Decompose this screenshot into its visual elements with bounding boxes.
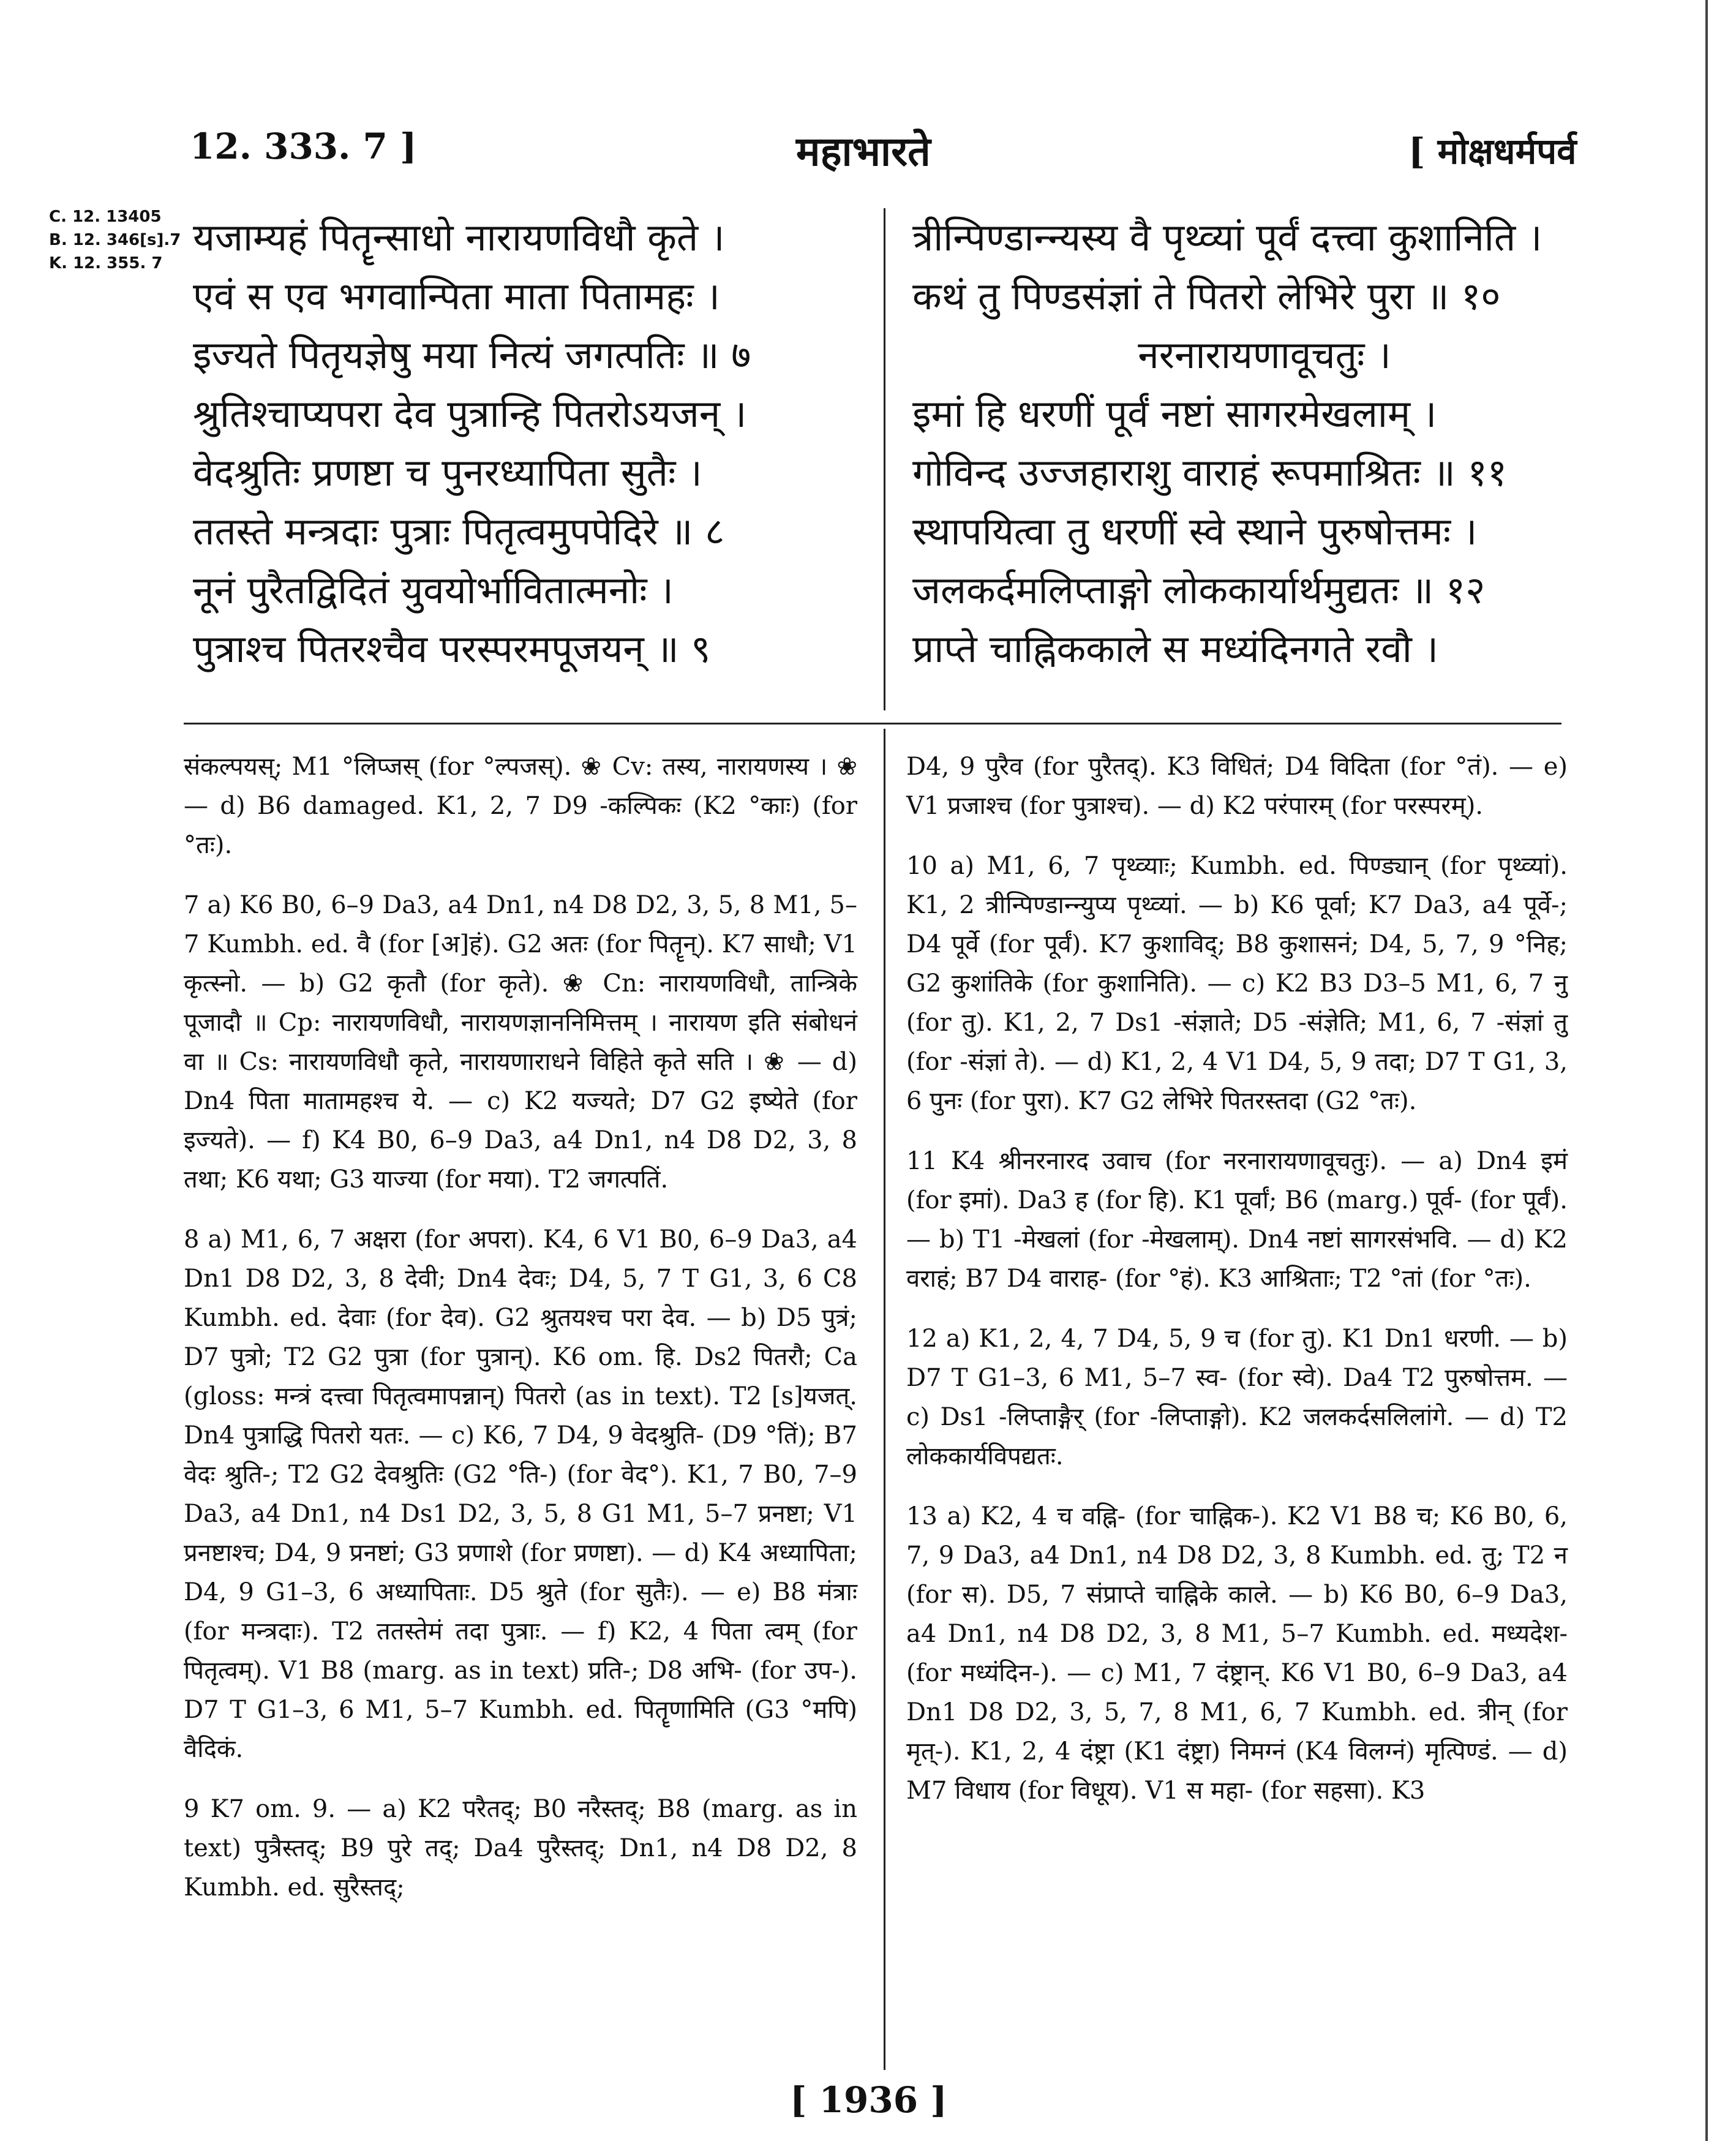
apparatus-note: 8 a) M1, 6, 7 अक्षरा (for अपरा). K4, 6 V1 B0, 6–9 Da3, a4 Dn1 D8 D2, 3, 8 देवी; Dn4 देवः; D4, 5, 7 T G1, 3, 6 C8 Kumbh. ed. देवाः (for देव). G2 श्रुतयश्च परा देव. — b) D5 पुत्रं; D7 पुत्रो; T2 G2 पुत्रा (for पुत्रान्). K6 om. हि. Ds2 पितरौ; Ca (gloss: मन्त्रं दत्त्वा पितृत्वमापन्नान्) पितरो (as in text). T2 [s]यजत्. Dn4 पुत्राद्धि पितरो यतः. — c) K6, 7 D4, 9 वेदश्रुति- (D9 °तिं); B7 वेदः श्रुति-; T2 G2 देवश्रुतिः (G2 °ति-) (for वेद°). K1, 7 B0, 7–9 Da3, a4 Dn1, n4 Ds1 D2, 3, 5, 8 G1 M1, 5–7 प्रनष्टा; V1 प्रनष्टाश्च; D4, 9 प्रनष्टां; G3 प्रणाशे (for प्रणष्टा). — d) K4 अध्यापिता; D4, 9 G1–3, 6 अध्यापिताः. D5 श्रुते (for सुतैः). — e) B8 मंत्राः (for मन्त्रदाः). T2 ततस्तेमं तदा पुत्राः. — f) K2, 4 पिता त्वम् (for पितृत्वम्). V1 B8 (marg. as in text) प्रति-; D8 अभि- (for उप-). D7 T G1–3, 6 M1, 5–7 Kumbh. ed. पितॄणामिति (G3 °मपि) वैदिकं.: [184, 1225, 857, 1763]
verse-column-left: [193, 208, 866, 679]
apparatus-note: D4, 9 पुरैव (for पुरैतद्). K3 विधितं; D4 विदिता (for °तं). — e) V1 प्रजाश्च (for पुत्राश्च). — d) K2 परंपारम् (for परस्परम्).: [906, 753, 1568, 820]
verse-line: जलकर्दमलिप्ताङ्गो लोककार्यार्थमुद्यतः ॥ १२: [912, 568, 1486, 612]
concordance-ref: B. 12. 346[s].7: [49, 231, 181, 249]
verse-line: एवं स एव भगवान्पिता माता पितामहः ।: [193, 274, 720, 318]
page-reference: 12. 333. 7 ]: [190, 126, 417, 167]
verse-line: ततस्ते मन्त्रदाः पुत्राः पितृत्वमुपपेदिरे ॥ ८: [193, 509, 725, 554]
verse-line: त्रीन्पिण्डान्न्यस्य वै पृथ्व्यां पूर्वं दत्त्वा कुशानिति ।: [912, 215, 1542, 260]
speaker-heading: नरनारायणावूचतुः ।: [1138, 333, 1391, 377]
verse-column-right: [912, 208, 1617, 679]
verse-line: श्रुतिश्चाप्यपरा देव पुत्रान्हि पितरोऽयजन् ।: [193, 391, 747, 436]
apparatus-note: 13 a) K2, 4 च वह्नि- (for चाह्निक-). K2 V1 B8 च; K6 B0, 6, 7, 9 Da3, a4 Dn1, n4 D8 D2, 3, 8 Kumbh. ed. तु; T2 न (for स). D5, 7 संप्राप्ते चाह्निके काले. — b) K6 B0, 6–9 Da3, a4 Dn1, n4 D8 D2, 3, 8 M1, 5–7 Kumbh. ed. मध्यदेश- (for मध्यंदिन-). — c) M1, 7 दंष्ट्रान्. K6 V1 B0, 6–9 Da3, a4 Dn1 D8 D2, 3, 5, 7, 8 M1, 6, 7 Kumbh. ed. त्रीन् (for मृत्-). K1, 2, 4 दंष्ट्रा (K1 दंष्ट्रा) निमग्नं (K4 विलग्नं) मृत्पिण्डं. — d) M7 विधाय (for विधूय). V1 स महा- (for सहसा). K3: [906, 1502, 1568, 1805]
apparatus-note: 12 a) K1, 2, 4, 7 D4, 5, 9 च (for तु). K1 Dn1 धरणी. — b) D7 T G1–3, 6 M1, 5–7 स्व- (for स्वे). Da4 T2 पुरुषोत्तम. — c) Ds1 -लिप्ताङ्गैर् (for -लिप्ताङ्गो). K2 जलकर्दसलिलांगे. — d) T2 लोककार्यविपद्यतः.: [906, 1325, 1568, 1470]
apparatus-column-left: [184, 747, 857, 1928]
column-divider-upper: [884, 208, 885, 710]
verse-line: इमां हि धरणीं पूर्वं नष्टां सागरमेखलाम् ।: [912, 391, 1437, 436]
verse-line: वेदश्रुतिः प्रणष्टा च पुनरध्यापिता सुतैः ।: [193, 450, 702, 495]
scan-edge-line: [1705, 0, 1708, 2141]
concordance-ref: K. 12. 355. 7: [49, 254, 163, 273]
page-title: महाभारते: [796, 127, 931, 175]
verse-line: कथं तु पिण्डसंज्ञां ते पितरो लेभिरे पुरा ॥ १०: [912, 274, 1501, 318]
verse-line: इज्यते पितृयज्ञेषु मया नित्यं जगत्पतिः ॥ ७: [193, 333, 751, 377]
apparatus-column-right: [906, 747, 1568, 1831]
verse-line: पुत्राश्च पितरश्चैव परस्परमपूजयन् ॥ ९: [193, 626, 711, 671]
concordance-ref: C. 12. 13405: [49, 208, 162, 226]
apparatus-note: 7 a) K6 B0, 6–9 Da3, a4 Dn1, n4 D8 D2, 3, 5, 8 M1, 5–7 Kumbh. ed. वै (for [अ]हं). G2 अतः (for पितॄन्). K7 साधौ; V1 कृत्स्नो. — b) G2 कृतौ (for कृते). ❀ Cn: नारायणविधौ, तान्त्रिके पूजादौ ॥ Cp: नारायणविधौ, नारायणज्ञाननिमित्तम् । नारायण इति संबोधनं वा ॥ Cs: नारायणविधौ कृते, नारायणाराधने विहिते कृते सति । ❀ — d) Dn4 पिता मातामहश्च ये. — c) K2 यज्यते; D7 G2 इष्येते (for इज्यते). — f) K4 B0, 6–9 Da3, a4 Dn1, n4 D8 D2, 3, 8 तथा; K6 यथा; G3 याज्या (for मया). T2 जगत्पतिं.: [184, 891, 858, 1194]
apparatus-note: 11 K4 श्रीनरनारद उवाच (for नरनारायणावूचतुः). — a) Dn4 इमं (for इमां). Da3 ह (for हि). K1 पूर्वां; B6 (marg.) पूर्व- (for पूर्वं). — b) T1 -मेखलां (for -मेखलाम्). Dn4 नष्टां सागरसंभवि. — d) K2 वराहं; B7 D4 वाराह- (for °हं). K3 आश्रिताः; T2 °तां (for °तः).: [906, 1147, 1568, 1293]
concordance-references: [49, 205, 181, 275]
apparatus-note: 9 K7 om. 9. — a) K2 परैतद्; B0 नरैस्तद्; B8 (marg. as in text) पुत्रैस्तद्; B9 पुरे तद्; Da4 पुरैस्तद्; Dn1, n4 D8 D2, 8 Kumbh. ed. सुरैस्तद्;: [184, 1795, 857, 1902]
parvan-heading: [ मोक्षधर्मपर्व: [1408, 130, 1577, 172]
column-divider-lower: [884, 729, 885, 2070]
verse-line: प्राप्ते चाह्निककाले स मध्यंदिनगते रवौ ।: [912, 626, 1438, 671]
page-number: [ 1936 ]: [790, 2079, 947, 2121]
section-rule: [184, 723, 1561, 724]
verse-line: यजाम्यहं पितॄन्साधो नारायणविधौ कृते ।: [193, 215, 725, 260]
verse-line: गोविन्द उज्जहाराशु वाराहं रूपमाश्रितः ॥ ११: [912, 450, 1507, 495]
verse-line: स्थापयित्वा तु धरणीं स्वे स्थाने पुरुषोत्तमः ।: [912, 509, 1478, 554]
verse-line: नूनं पुरैतद्विदितं युवयोर्भावितात्मनोः ।: [193, 568, 674, 612]
apparatus-note: 10 a) M1, 6, 7 पृथ्व्याः; Kumbh. ed. पिण्ड्यान् (for पृथ्व्यां). K1, 2 त्रीन्पिण्डान्न्युप्य पृथ्व्यां. — b) K6 पूर्वा; K7 Da3, a4 पूर्वे-; D4 पूर्वे (for पूर्वं). K7 कुशाविद्; B8 कुशासनं; D4, 5, 7, 9 °निह; G2 कुशांतिके (for कुशानिति). — c) K2 B3 D3–5 M1, 6, 7 नु (for तु). K1, 2, 7 Ds1 -संज्ञाते; D5 -संज्ञेति; M1, 6, 7 -संज्ञां तु (for -संज्ञां ते). — d) K1, 2, 4 V1 D4, 5, 9 तदा; D7 T G1, 3, 6 पुनः (for पुरा). K7 G2 लेभिरे पितरस्तदा (G2 °तः).: [906, 852, 1568, 1115]
apparatus-note: संकल्पयस्; M1 °लिप्जस् (for °ल्पजस्). ❀ Cv: तस्य, नारायणस्य । ❀ — d) B6 damaged. K1, 2, 7 D9 -कल्पिकः (K2 °काः) (for °तः).: [184, 753, 857, 859]
